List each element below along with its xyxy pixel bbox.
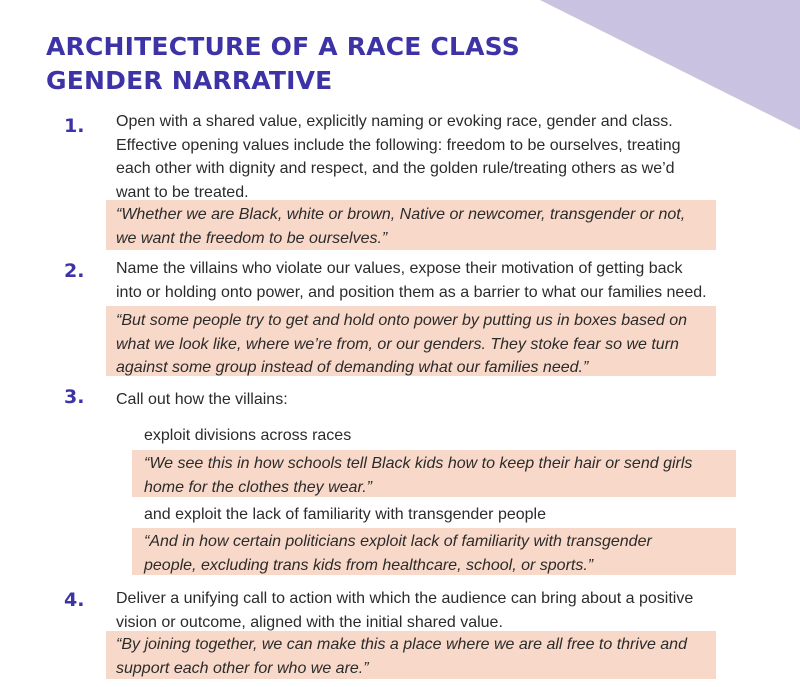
step-1-text: Open with a shared value, explicitly naming or evoking race, gender and class. Effective opening values include the following: freedom to be ourselves, treating each other with dignity and respect, and the golden rule/treating others as we’d want to be treated.: [116, 113, 681, 201]
step-2-text: Name the villains who violate our values, expose their motivation of getting back into or holding onto power, and position them as a barrier to what our families need.: [116, 260, 707, 301]
step-3-number: 3.: [64, 386, 85, 408]
title-line-1: ARCHITECTURE OF A RACE CLASS: [46, 32, 520, 61]
step-1-number: 1.: [64, 115, 85, 137]
step-2-number: 2.: [64, 260, 85, 282]
step-4-text: Deliver a unifying call to action with which the audience can bring about a positive vision or outcome, aligned with the initial shared value.: [116, 590, 694, 631]
step-3-text: Call out how the villains:: [116, 391, 288, 408]
step-3-subitem-1-label: exploit divisions across races: [144, 427, 352, 444]
page-title: [46, 30, 520, 98]
step-2-quote: “But some people try to get and hold onto power by putting us in boxes based on what we look like, where we’re from, or our genders. They stoke fear so we turn against some group instead of demanding what our families need.”: [106, 306, 716, 376]
step-4-number: 4.: [64, 589, 85, 611]
step-3-subitem-2-quote: “And in how certain politicians exploit lack of familiarity with transgender people, excluding trans kids from healthcare, school, or sports.”: [132, 528, 736, 575]
title-line-2: GENDER NARRATIVE: [46, 66, 333, 95]
step-1-quote: “Whether we are Black, white or brown, Native or newcomer, transgender or not, we want the freedom to be ourselves.”: [106, 200, 716, 250]
step-3-subitem-2-label: and exploit the lack of familiarity with transgender people: [144, 506, 546, 523]
step-4-quote: “By joining together, we can make this a place where we are all free to thrive and support each other for who we are.”: [106, 631, 716, 679]
step-3-subitem-1-quote: “We see this in how schools tell Black kids how to keep their hair or send girls home for the clothes they wear.”: [132, 450, 736, 497]
